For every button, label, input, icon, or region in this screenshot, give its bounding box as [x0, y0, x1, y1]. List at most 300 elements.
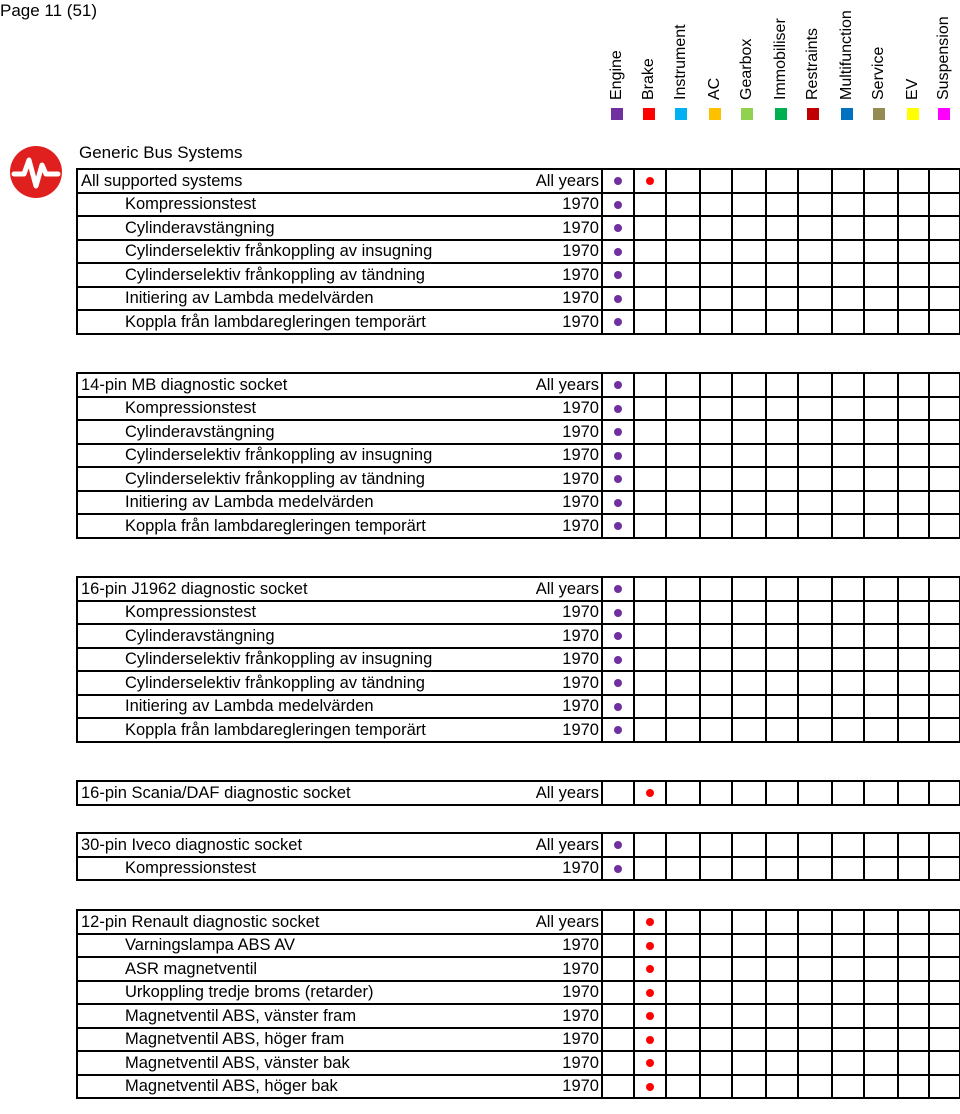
support-cell-suspension [929, 491, 960, 515]
table-row [77, 671, 960, 695]
support-cell-immobiliser [766, 934, 798, 958]
year-cell: 1970 [522, 1051, 602, 1075]
support-cell-engine [602, 514, 634, 538]
support-cell-ac [700, 263, 732, 287]
support-cell-service [864, 695, 898, 719]
year-cell: 1970 [522, 1028, 602, 1052]
support-cell-immobiliser [766, 444, 798, 468]
service-color-square [873, 108, 885, 120]
support-cell-suspension [929, 624, 960, 648]
support-cell-gearbox [732, 216, 766, 240]
support-cell-ev [898, 514, 929, 538]
support-cell-brake [634, 1051, 666, 1075]
support-cell-instrument [666, 1075, 700, 1099]
support-cell-service [864, 981, 898, 1005]
category-label: EV [904, 78, 921, 100]
support-dot [646, 918, 654, 926]
support-cell-instrument [666, 957, 700, 981]
support-dot [614, 177, 622, 185]
function-name: Initiering av Lambda medelvärden [77, 491, 522, 515]
support-cell-instrument [666, 240, 700, 264]
support-cell-restraints [798, 397, 832, 421]
category-header-ev [897, 0, 929, 126]
support-cell-gearbox [732, 718, 766, 742]
function-name: Urkoppling tredje broms (retarder) [77, 981, 522, 1005]
support-cell-immobiliser [766, 467, 798, 491]
instrument-color-square [675, 108, 687, 120]
year-cell: 1970 [522, 718, 602, 742]
support-cell-restraints [798, 193, 832, 217]
support-cell-gearbox [732, 695, 766, 719]
support-cell-instrument [666, 514, 700, 538]
support-cell-multifunction [832, 671, 864, 695]
support-dot [614, 318, 622, 326]
support-cell-brake [634, 240, 666, 264]
support-cell-immobiliser [766, 910, 798, 934]
support-cell-brake [634, 1075, 666, 1099]
support-cell-ev [898, 373, 929, 397]
support-cell-instrument [666, 1028, 700, 1052]
support-cell-restraints [798, 420, 832, 444]
support-cell-brake [634, 216, 666, 240]
support-cell-immobiliser [766, 310, 798, 334]
support-cell-engine [602, 169, 634, 193]
support-cell-restraints [798, 910, 832, 934]
support-cell-ev [898, 695, 929, 719]
support-dot [646, 1012, 654, 1020]
table-row [77, 695, 960, 719]
function-name: Cylinderselektiv frånkoppling av insugning [77, 444, 522, 468]
support-cell-suspension [929, 957, 960, 981]
support-cell-suspension [929, 857, 960, 881]
support-cell-gearbox [732, 1051, 766, 1075]
support-cell-restraints [798, 263, 832, 287]
support-cell-brake [634, 397, 666, 421]
ev-color-square [907, 108, 919, 120]
table-row [77, 193, 960, 217]
support-dot [614, 841, 622, 849]
support-cell-ev [898, 169, 929, 193]
table-row [77, 648, 960, 672]
support-cell-suspension [929, 910, 960, 934]
support-cell-gearbox [732, 624, 766, 648]
table-row [77, 718, 960, 742]
support-cell-multifunction [832, 957, 864, 981]
support-cell-immobiliser [766, 287, 798, 311]
support-cell-ac [700, 397, 732, 421]
support-cell-restraints [798, 981, 832, 1005]
support-cell-restraints [798, 934, 832, 958]
support-dot [614, 656, 622, 664]
year-cell: 1970 [522, 957, 602, 981]
support-cell-multifunction [832, 397, 864, 421]
support-cell-instrument [666, 624, 700, 648]
support-cell-gearbox [732, 240, 766, 264]
support-dot [614, 499, 622, 507]
function-name: Magnetventil ABS, vänster bak [77, 1051, 522, 1075]
year-cell: All years [522, 833, 602, 857]
table-row [77, 397, 960, 421]
support-cell-instrument [666, 671, 700, 695]
support-cell-instrument [666, 1051, 700, 1075]
support-cell-gearbox [732, 1075, 766, 1099]
support-cell-gearbox [732, 833, 766, 857]
support-dot [614, 679, 622, 687]
support-cell-multifunction [832, 491, 864, 515]
support-cell-restraints [798, 601, 832, 625]
year-cell: 1970 [522, 514, 602, 538]
support-cell-brake [634, 857, 666, 881]
socket-name: 30-pin Iveco diagnostic socket [77, 833, 522, 857]
support-cell-multifunction [832, 781, 864, 805]
support-cell-gearbox [732, 514, 766, 538]
support-cell-multifunction [832, 193, 864, 217]
support-cell-multifunction [832, 910, 864, 934]
table-row [77, 1075, 960, 1099]
support-cell-ac [700, 981, 732, 1005]
ac-color-square [709, 108, 721, 120]
year-cell: 1970 [522, 624, 602, 648]
support-cell-brake [634, 491, 666, 515]
support-cell-ac [700, 169, 732, 193]
support-cell-multifunction [832, 695, 864, 719]
support-cell-multifunction [832, 169, 864, 193]
support-cell-brake [634, 601, 666, 625]
support-cell-ev [898, 397, 929, 421]
support-cell-service [864, 1051, 898, 1075]
function-name: Cylinderselektiv frånkoppling av tändning [77, 671, 522, 695]
support-cell-brake [634, 624, 666, 648]
socket-name: 12-pin Renault diagnostic socket [77, 910, 522, 934]
support-dot [614, 632, 622, 640]
socket-name: 14-pin MB diagnostic socket [77, 373, 522, 397]
support-cell-ac [700, 216, 732, 240]
support-cell-immobiliser [766, 624, 798, 648]
support-dot [614, 585, 622, 593]
support-dot [646, 1036, 654, 1044]
function-name: Cylinderavstängning [77, 420, 522, 444]
support-cell-engine [602, 1028, 634, 1052]
support-cell-service [864, 169, 898, 193]
support-cell-suspension [929, 601, 960, 625]
support-cell-ev [898, 934, 929, 958]
support-cell-instrument [666, 263, 700, 287]
support-cell-brake [634, 934, 666, 958]
support-dot [614, 405, 622, 413]
support-cell-instrument [666, 397, 700, 421]
support-cell-service [864, 1004, 898, 1028]
support-cell-brake [634, 671, 666, 695]
support-cell-ac [700, 1075, 732, 1099]
support-dot [646, 1059, 654, 1067]
support-cell-ac [700, 781, 732, 805]
support-cell-engine [602, 420, 634, 444]
socket-group-table [76, 576, 960, 743]
support-cell-instrument [666, 695, 700, 719]
support-cell-multifunction [832, 444, 864, 468]
support-cell-engine [602, 193, 634, 217]
support-cell-immobiliser [766, 514, 798, 538]
support-cell-immobiliser [766, 216, 798, 240]
support-cell-restraints [798, 310, 832, 334]
socket-name: 16-pin J1962 diagnostic socket [77, 577, 522, 601]
gearbox-color-square [741, 108, 753, 120]
support-cell-suspension [929, 577, 960, 601]
support-cell-gearbox [732, 287, 766, 311]
support-dot [614, 295, 622, 303]
support-cell-brake [634, 444, 666, 468]
table-row [77, 467, 960, 491]
support-cell-service [864, 240, 898, 264]
support-cell-gearbox [732, 491, 766, 515]
support-cell-multifunction [832, 263, 864, 287]
support-cell-gearbox [732, 648, 766, 672]
support-cell-ev [898, 1075, 929, 1099]
support-cell-immobiliser [766, 263, 798, 287]
support-cell-multifunction [832, 1051, 864, 1075]
support-cell-brake [634, 514, 666, 538]
year-cell: 1970 [522, 240, 602, 264]
table-row [77, 1051, 960, 1075]
category-header-engine [601, 0, 633, 126]
support-cell-ac [700, 467, 732, 491]
support-cell-instrument [666, 981, 700, 1005]
category-label: Multifunction [838, 10, 855, 100]
table-row [77, 514, 960, 538]
support-cell-suspension [929, 420, 960, 444]
support-cell-service [864, 857, 898, 881]
support-cell-brake [634, 193, 666, 217]
support-cell-brake [634, 467, 666, 491]
support-cell-restraints [798, 373, 832, 397]
support-cell-restraints [798, 491, 832, 515]
support-cell-immobiliser [766, 781, 798, 805]
support-cell-service [864, 934, 898, 958]
support-cell-gearbox [732, 310, 766, 334]
year-cell: 1970 [522, 467, 602, 491]
support-cell-engine [602, 648, 634, 672]
support-cell-gearbox [732, 169, 766, 193]
support-cell-gearbox [732, 420, 766, 444]
support-cell-instrument [666, 910, 700, 934]
support-cell-service [864, 671, 898, 695]
support-cell-restraints [798, 169, 832, 193]
support-cell-immobiliser [766, 373, 798, 397]
category-label: Instrument [672, 24, 689, 100]
support-cell-restraints [798, 1028, 832, 1052]
support-dot [614, 865, 622, 873]
restraints-color-square [807, 108, 819, 120]
support-cell-brake [634, 648, 666, 672]
support-cell-engine [602, 1004, 634, 1028]
section-title: Generic Bus Systems [79, 143, 243, 162]
support-cell-ev [898, 467, 929, 491]
year-cell: 1970 [522, 648, 602, 672]
support-cell-suspension [929, 263, 960, 287]
support-cell-suspension [929, 1028, 960, 1052]
function-name: Magnetventil ABS, höger fram [77, 1028, 522, 1052]
support-cell-suspension [929, 397, 960, 421]
engine-color-square [611, 108, 623, 120]
category-header-service [863, 0, 895, 126]
function-name: Magnetventil ABS, vänster fram [77, 1004, 522, 1028]
support-cell-restraints [798, 240, 832, 264]
support-cell-restraints [798, 467, 832, 491]
support-dot [646, 989, 654, 997]
support-cell-immobiliser [766, 981, 798, 1005]
support-cell-engine [602, 981, 634, 1005]
support-cell-engine [602, 240, 634, 264]
year-cell: 1970 [522, 1075, 602, 1099]
support-cell-ev [898, 310, 929, 334]
support-cell-multifunction [832, 1004, 864, 1028]
table-row [77, 444, 960, 468]
support-cell-engine [602, 491, 634, 515]
support-cell-engine [602, 718, 634, 742]
function-name: Magnetventil ABS, höger bak [77, 1075, 522, 1099]
support-cell-restraints [798, 648, 832, 672]
support-cell-ac [700, 1051, 732, 1075]
support-cell-service [864, 601, 898, 625]
support-cell-ac [700, 514, 732, 538]
support-cell-ev [898, 1028, 929, 1052]
support-cell-gearbox [732, 193, 766, 217]
support-cell-ac [700, 718, 732, 742]
function-name: Cylinderselektiv frånkoppling av insugning [77, 648, 522, 672]
support-cell-engine [602, 624, 634, 648]
support-cell-engine [602, 781, 634, 805]
support-cell-ev [898, 193, 929, 217]
support-cell-brake [634, 695, 666, 719]
suspension-color-square [938, 108, 950, 120]
support-cell-immobiliser [766, 695, 798, 719]
year-cell: 1970 [522, 671, 602, 695]
support-cell-engine [602, 671, 634, 695]
support-cell-suspension [929, 1004, 960, 1028]
support-cell-suspension [929, 514, 960, 538]
year-cell: 1970 [522, 216, 602, 240]
table-row [77, 420, 960, 444]
support-cell-ev [898, 981, 929, 1005]
support-cell-instrument [666, 934, 700, 958]
year-cell: 1970 [522, 981, 602, 1005]
support-cell-gearbox [732, 1028, 766, 1052]
table-row [77, 1028, 960, 1052]
support-cell-ac [700, 857, 732, 881]
support-cell-multifunction [832, 934, 864, 958]
category-header-multifunction [831, 0, 863, 126]
socket-group-table [76, 372, 960, 539]
support-cell-service [864, 781, 898, 805]
year-cell: 1970 [522, 491, 602, 515]
support-cell-ev [898, 781, 929, 805]
socket-group-table [76, 832, 960, 881]
category-label: Suspension [935, 16, 952, 100]
support-cell-ev [898, 577, 929, 601]
support-cell-gearbox [732, 601, 766, 625]
support-cell-instrument [666, 420, 700, 444]
function-name: Kompressionstest [77, 397, 522, 421]
brake-color-square [643, 108, 655, 120]
support-cell-brake [634, 169, 666, 193]
support-cell-restraints [798, 287, 832, 311]
support-cell-brake [634, 310, 666, 334]
support-cell-suspension [929, 671, 960, 695]
support-cell-suspension [929, 781, 960, 805]
support-cell-brake [634, 1028, 666, 1052]
support-dot [646, 177, 654, 185]
support-dot [614, 381, 622, 389]
support-cell-ac [700, 287, 732, 311]
support-cell-suspension [929, 373, 960, 397]
year-cell: 1970 [522, 397, 602, 421]
support-cell-multifunction [832, 216, 864, 240]
support-cell-ac [700, 420, 732, 444]
support-cell-multifunction [832, 373, 864, 397]
support-cell-suspension [929, 934, 960, 958]
support-cell-ev [898, 240, 929, 264]
support-cell-immobiliser [766, 420, 798, 444]
heartbeat-logo-icon [9, 145, 63, 199]
support-dot [614, 224, 622, 232]
year-cell: All years [522, 781, 602, 805]
support-cell-service [864, 1075, 898, 1099]
support-cell-suspension [929, 287, 960, 311]
support-cell-restraints [798, 781, 832, 805]
support-dot [614, 703, 622, 711]
year-cell: 1970 [522, 695, 602, 719]
table-row [77, 240, 960, 264]
support-cell-engine [602, 695, 634, 719]
support-cell-instrument [666, 216, 700, 240]
support-cell-engine [602, 467, 634, 491]
support-cell-gearbox [732, 981, 766, 1005]
support-cell-ev [898, 957, 929, 981]
support-cell-restraints [798, 695, 832, 719]
support-dot [646, 1083, 654, 1091]
support-cell-gearbox [732, 910, 766, 934]
support-cell-restraints [798, 718, 832, 742]
support-cell-instrument [666, 467, 700, 491]
year-cell: 1970 [522, 857, 602, 881]
support-cell-immobiliser [766, 397, 798, 421]
support-cell-multifunction [832, 467, 864, 491]
support-cell-engine [602, 1051, 634, 1075]
support-cell-immobiliser [766, 240, 798, 264]
support-cell-ev [898, 216, 929, 240]
support-cell-ac [700, 491, 732, 515]
category-header-brake [633, 0, 665, 126]
support-cell-suspension [929, 240, 960, 264]
table-row [77, 310, 960, 334]
support-cell-ac [700, 601, 732, 625]
support-cell-instrument [666, 648, 700, 672]
table-row [77, 601, 960, 625]
support-cell-engine [602, 397, 634, 421]
support-cell-service [864, 491, 898, 515]
category-header-suspension [928, 0, 960, 126]
page-number: Page 11 (51) [0, 1, 98, 20]
support-cell-ac [700, 1004, 732, 1028]
support-cell-restraints [798, 1075, 832, 1099]
support-cell-brake [634, 263, 666, 287]
function-name: Koppla från lambdaregleringen temporärt [77, 310, 522, 334]
support-cell-engine [602, 577, 634, 601]
category-header-ac [699, 0, 731, 126]
support-cell-ac [700, 833, 732, 857]
support-cell-ev [898, 671, 929, 695]
function-name: Kompressionstest [77, 601, 522, 625]
